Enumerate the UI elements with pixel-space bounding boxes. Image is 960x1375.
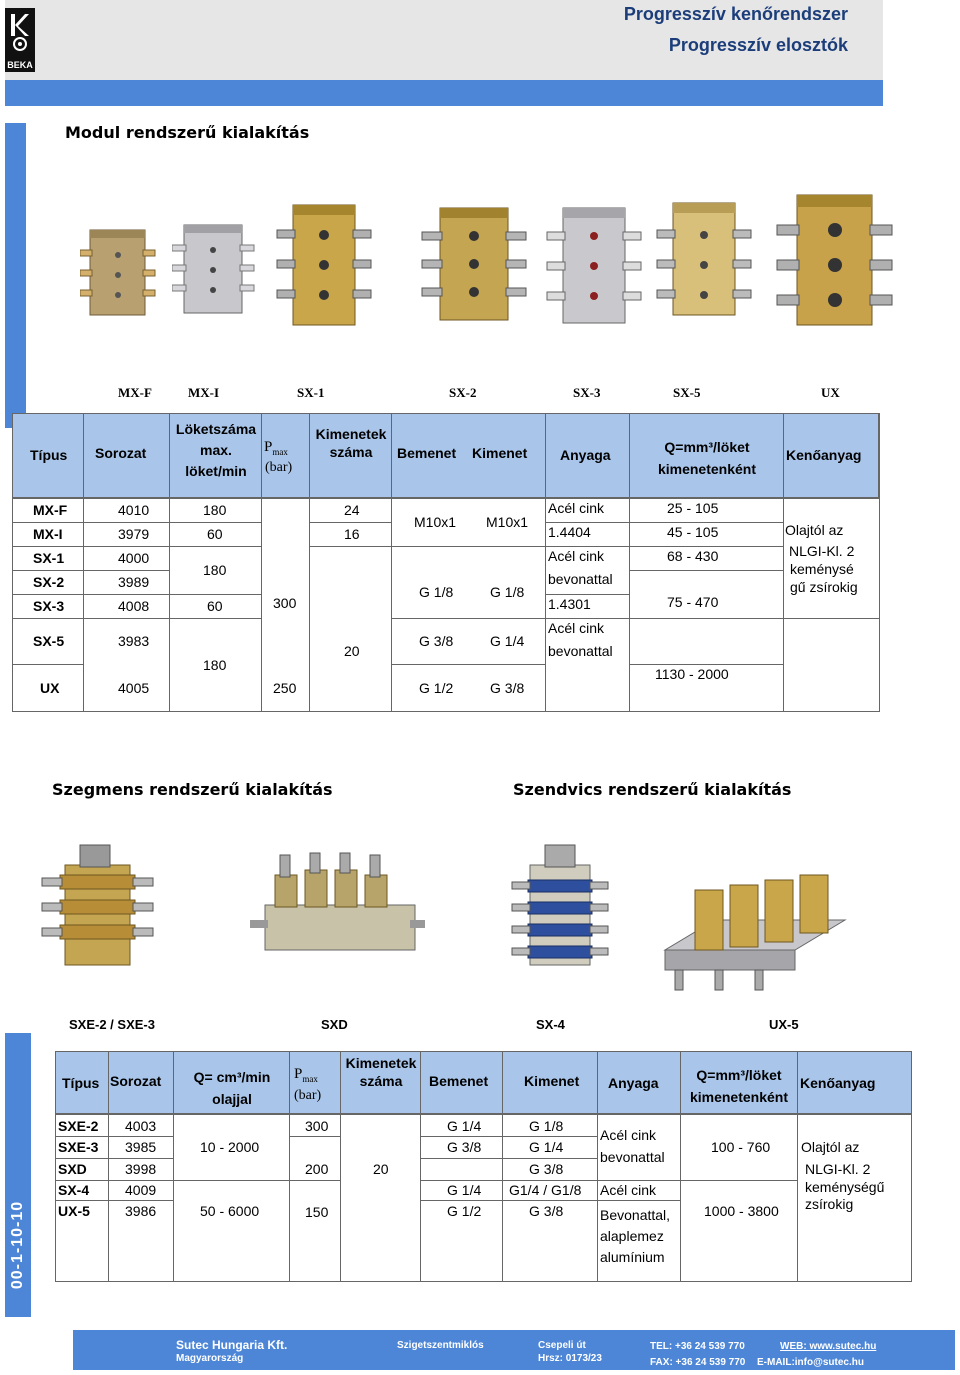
- t2-q-a: 100 - 760: [711, 1139, 771, 1155]
- product-image-sx-3: [545, 190, 645, 340]
- t1-q-3: 68 - 430: [667, 548, 719, 564]
- product-image-ux-5: [655, 860, 855, 1000]
- product-label-sx-5: SX-5: [673, 385, 701, 400]
- t1-kimenet-m: M10x1: [486, 514, 529, 530]
- t1-kimenet-g18: G 1/8: [490, 584, 525, 600]
- t1-header-anyaga: Anyaga: [560, 447, 611, 463]
- t1-header-tipus: Típus: [30, 447, 68, 463]
- t1-q-1: 25 - 105: [667, 500, 719, 516]
- t2-header-pmax: $P_{max}$: [294, 1066, 318, 1084]
- t1-q-4: 75 - 470: [667, 594, 719, 610]
- t2-anyag-c: Bevonattal,: [600, 1207, 671, 1223]
- t2-r2-sorozat: 3985: [125, 1139, 157, 1155]
- t2-r5-qmin: 50 - 6000: [200, 1203, 260, 1219]
- logo-text: BEKA: [7, 60, 33, 70]
- t1-r5-loket: 60: [207, 598, 223, 614]
- t2-r2-bemenet: G 3/8: [447, 1139, 482, 1155]
- t1-r7-sorozat: 4005: [118, 680, 150, 696]
- t1-header-q: Q=mm³/löket kimenetenként: [657, 439, 757, 477]
- t2-keno-3: keménységű: [805, 1179, 885, 1195]
- t1-q-5: 1130 - 2000: [655, 666, 729, 682]
- t2-r3-pmax: 200: [305, 1161, 329, 1177]
- footer-city: Szigetszentmiklós: [397, 1340, 484, 1351]
- t1-r4-tipus: SX-2: [33, 574, 65, 590]
- t1-pmax-250: 250: [273, 680, 297, 696]
- header-title-1: Progresszív kenőrendszer: [623, 4, 848, 24]
- t2-r1-kimenet: G 1/8: [529, 1118, 564, 1134]
- t2-keno-2: NLGI-Kl. 2: [805, 1161, 871, 1177]
- beka-logo: [5, 8, 35, 72]
- t1-keno-3: keménysé: [790, 561, 854, 577]
- t1-header-kimenet: Kimenet: [472, 445, 528, 461]
- product-label-sx-1: SX-1: [297, 385, 325, 400]
- t1-q-2: 45 - 105: [667, 524, 719, 540]
- product-image-sx-1: [275, 185, 375, 335]
- t1-anyag-7: bevonattal: [548, 643, 613, 659]
- t1-anyag-1: Acél cink: [548, 500, 605, 516]
- t2-header-tipus: Típus: [62, 1075, 100, 1091]
- t1-r5-sorozat: 4008: [118, 598, 150, 614]
- beka-logo-icon: [9, 12, 31, 52]
- t2-r4-kimenet: G1/4 / G1/8: [509, 1182, 582, 1198]
- t1-anyag-4: bevonattal: [548, 571, 613, 587]
- footer-hrsz: Hrsz: 0173/23: [538, 1353, 602, 1364]
- t2-header-kimenetek: Kimenetek száma: [345, 1055, 417, 1089]
- t2-r4-bemenet: G 1/4: [447, 1182, 482, 1198]
- product-label-mx-i: MX-I: [188, 385, 220, 400]
- product-label-sxd: SXD: [321, 1017, 348, 1032]
- t1-r6-sorozat: 3983: [118, 633, 150, 649]
- t1-pmax-300: 300: [273, 595, 297, 611]
- sidebar-accent-top: [5, 123, 26, 428]
- t2-keno-1: Olajtól az: [801, 1139, 860, 1155]
- t2-header-anyaga: Anyaga: [608, 1075, 659, 1091]
- t2-anyag-e: alumínium: [600, 1249, 665, 1265]
- t1-header-sorozat: Sorozat: [95, 445, 147, 461]
- t2-anyag-d: alaplemez: [600, 1228, 664, 1244]
- t2-r5-kimenet: G 3/8: [529, 1203, 564, 1219]
- footer-street: Csepeli út: [538, 1340, 586, 1351]
- t1-anyag-6: Acél cink: [548, 620, 605, 636]
- t1-bemenet-g38: G 3/8: [419, 633, 454, 649]
- product-label-ux-5: UX-5: [769, 1017, 799, 1032]
- t2-header-sorozat: Sorozat: [110, 1073, 162, 1089]
- t2-header-q-min: Q= cm³/min olajjal: [193, 1069, 271, 1107]
- t1-bemenet-m: M10x1: [414, 514, 457, 530]
- t1-header-pmax-unit: (bar): [265, 460, 293, 475]
- header-accent-bar: [5, 80, 883, 106]
- product-image-mx-i: [172, 210, 262, 325]
- product-image-sxe: [40, 840, 160, 980]
- t1-anyag-2: 1.4404: [548, 524, 591, 540]
- section-title-szendvics: Szendvics rendszerű kialakítás: [513, 780, 792, 799]
- footer-web-link[interactable]: WEB: www.sutec.hu: [780, 1341, 877, 1352]
- product-image-ux: [775, 175, 895, 340]
- t2-r5-tipus: UX-5: [58, 1203, 90, 1219]
- t2-kimenetek-20: 20: [373, 1161, 389, 1177]
- t2-header-kenoanyag: Kenőanyag: [800, 1075, 876, 1091]
- t2-header-pmax-unit: (bar): [294, 1088, 322, 1103]
- t2-header-q: Q=mm³/löket kimenetenként: [689, 1067, 789, 1105]
- t1-keno-4: gű zsírokig: [790, 579, 858, 595]
- t2-anyag-a: Acél cink: [600, 1127, 657, 1143]
- product-image-mx-f: [80, 215, 160, 325]
- t1-bemenet-g12: G 1/2: [419, 680, 454, 696]
- document-code: 00-1-10-10: [9, 1200, 26, 1290]
- t2-q-b: 1000 - 3800: [704, 1203, 779, 1219]
- t1-r2-loket: 60: [207, 526, 223, 542]
- t1-kimenet-g38: G 3/8: [490, 680, 525, 696]
- t1-kimenet-g14: G 1/4: [490, 633, 525, 649]
- t2-r4-anyag: Acél cink: [600, 1182, 657, 1198]
- t1-r2-tipus: MX-I: [33, 526, 63, 542]
- t1-keno-2: NLGI-Kl. 2: [789, 543, 855, 559]
- t1-r1-kimenetek: 24: [344, 502, 360, 518]
- footer-fax: FAX: +36 24 539 770: [650, 1357, 746, 1368]
- product-label-sx-2: SX-2: [449, 385, 477, 400]
- t1-header-kimenetek: Kimenetek száma: [315, 426, 387, 460]
- t2-r3-sorozat: 3998: [125, 1161, 157, 1177]
- product-image-sxd: [250, 850, 425, 975]
- t1-r7-tipus: UX: [40, 680, 60, 696]
- t2-qmin-1: 10 - 2000: [200, 1139, 260, 1155]
- t2-anyag-b: bevonattal: [600, 1149, 665, 1165]
- section-title-modul: Modul rendszerű kialakítás: [65, 123, 310, 142]
- t2-r1-pmax: 300: [305, 1118, 329, 1134]
- t1-r1-loket: 180: [203, 502, 227, 518]
- t2-header-kimenet: Kimenet: [524, 1073, 580, 1089]
- t1-r1-tipus: MX-F: [33, 502, 68, 518]
- t1-anyag-3: Acél cink: [548, 548, 605, 564]
- t2-r1-bemenet: G 1/4: [447, 1118, 482, 1134]
- t1-anyag-5: 1.4301: [548, 596, 591, 612]
- t2-r5-sorozat: 3986: [125, 1203, 157, 1219]
- product-image-sx-5: [655, 185, 755, 325]
- footer-country: Magyarország: [176, 1353, 244, 1364]
- t1-r5-tipus: SX-3: [33, 598, 65, 614]
- product-label-ux: UX: [821, 385, 840, 400]
- product-image-sx-2: [420, 190, 530, 330]
- t2-header-bemenet: Bemenet: [429, 1073, 489, 1089]
- t2-r2-tipus: SXE-3: [58, 1139, 99, 1155]
- t1-r6-tipus: SX-5: [33, 633, 65, 649]
- header-title-2: Progresszív elosztók: [668, 35, 848, 55]
- t2-r1-sorozat: 4003: [125, 1118, 157, 1134]
- t1-header-bemenet: Bemenet: [397, 445, 457, 461]
- t2-r3-tipus: SXD: [58, 1161, 87, 1177]
- t1-kimenetek-20: 20: [344, 643, 360, 659]
- t1-r2-sorozat: 3979: [118, 526, 150, 542]
- t1-header-pmax: $P_{max}$: [264, 439, 288, 457]
- t1-r2-kimenetek: 16: [344, 526, 360, 542]
- t1-keno-1: Olajtól az: [785, 522, 844, 538]
- t1-header-loket: Löketszáma max. löket/min: [175, 421, 257, 479]
- t1-bemenet-g18: G 1/8: [419, 584, 454, 600]
- t2-r1-tipus: SXE-2: [58, 1118, 99, 1134]
- product-label-mx-f: MX-F: [118, 385, 152, 400]
- t2-r4-tipus: SX-4: [58, 1182, 90, 1198]
- t1-loket-180-bot: 180: [203, 657, 227, 673]
- footer-email[interactable]: E-MAIL:info@sutec.hu: [757, 1357, 864, 1368]
- t1-r3-sorozat: 4000: [118, 550, 150, 566]
- t1-r3-tipus: SX-1: [33, 550, 65, 566]
- t1-header-kenoanyag: Kenőanyag: [786, 447, 862, 463]
- section-title-szegmens: Szegmens rendszerű kialakítás: [52, 780, 333, 799]
- product-label-sx-3: SX-3: [573, 385, 601, 400]
- t1-loket-180-mid: 180: [203, 562, 227, 578]
- product-image-sx-4: [510, 840, 610, 980]
- t2-r5-pmax: 150: [305, 1204, 329, 1220]
- t1-r1-sorozat: 4010: [118, 502, 150, 518]
- t1-r4-sorozat: 3989: [118, 574, 150, 590]
- footer-company: Sutec Hungaria Kft.: [176, 1338, 288, 1352]
- t2-r2-kimenet: G 1/4: [529, 1139, 564, 1155]
- product-label-sxe: SXE-2 / SXE-3: [69, 1017, 155, 1032]
- product-label-sx-4: SX-4: [536, 1017, 565, 1032]
- t2-r4-sorozat: 4009: [125, 1182, 157, 1198]
- t2-keno-4: zsírokig: [805, 1196, 854, 1212]
- t2-r3-kimenet: G 3/8: [529, 1161, 564, 1177]
- page-footer: [73, 1330, 955, 1370]
- t2-r5-bemenet: G 1/2: [447, 1203, 482, 1219]
- footer-tel: TEL: +36 24 539 770: [650, 1341, 745, 1352]
